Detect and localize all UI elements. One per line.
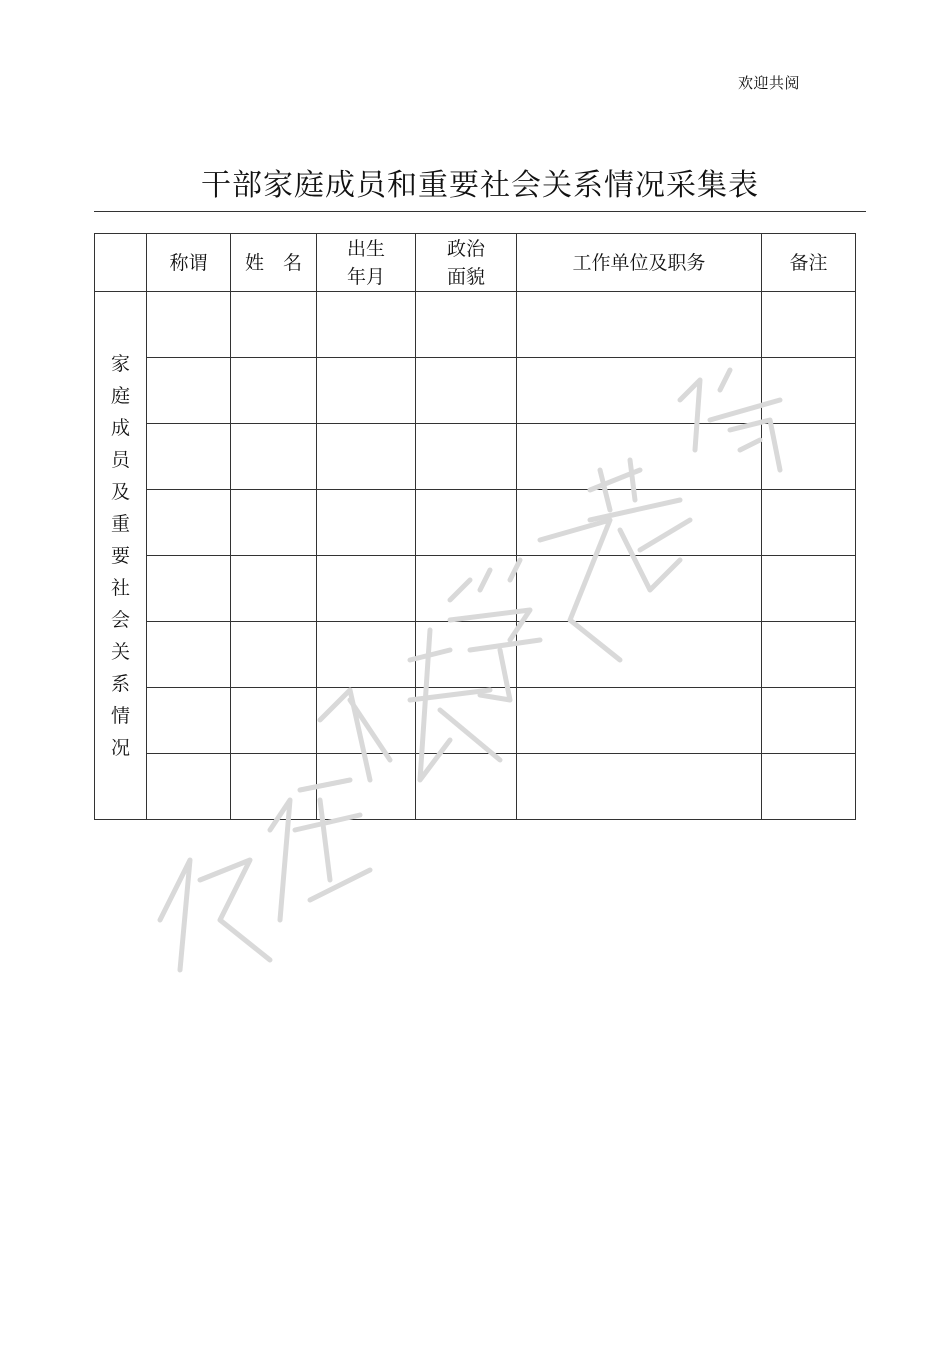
header-name-text: 姓 名 bbox=[244, 251, 302, 274]
header-cell-remark bbox=[762, 234, 856, 292]
cell-relation[interactable] bbox=[147, 688, 231, 754]
cell-political[interactable] bbox=[416, 424, 517, 490]
cell-relation[interactable] bbox=[147, 292, 231, 358]
side-label-char: 及 bbox=[110, 480, 130, 503]
cell-name[interactable] bbox=[231, 556, 317, 622]
cell-remark[interactable] bbox=[762, 754, 856, 820]
cell-birth[interactable] bbox=[317, 292, 416, 358]
document-title: 干部家庭成员和重要社会关系情况采集表 bbox=[201, 168, 759, 203]
cell-birth[interactable] bbox=[317, 490, 416, 556]
side-label-char: 社 bbox=[110, 576, 130, 599]
cell-work[interactable] bbox=[517, 754, 762, 820]
cell-relation[interactable] bbox=[147, 358, 231, 424]
side-label-char: 情 bbox=[110, 704, 130, 727]
header-cell-relation bbox=[147, 234, 231, 292]
cell-remark[interactable] bbox=[762, 490, 856, 556]
watermark-stroke bbox=[160, 860, 270, 970]
side-label-char: 会 bbox=[110, 608, 130, 631]
cell-relation[interactable] bbox=[147, 490, 231, 556]
cell-remark[interactable] bbox=[762, 358, 856, 424]
cell-name[interactable] bbox=[231, 490, 317, 556]
cell-remark[interactable] bbox=[762, 622, 856, 688]
cell-work[interactable] bbox=[517, 622, 762, 688]
cell-political[interactable] bbox=[416, 688, 517, 754]
table-row bbox=[95, 424, 856, 490]
header-cell-birth bbox=[317, 234, 416, 292]
table-row bbox=[95, 556, 856, 622]
side-label-char: 关 bbox=[110, 640, 130, 663]
cell-name[interactable] bbox=[231, 424, 317, 490]
header-cell-name bbox=[231, 234, 317, 292]
header-work-text: 工作单位及职务 bbox=[572, 251, 706, 274]
family-relations-table bbox=[94, 233, 856, 820]
cell-relation[interactable] bbox=[147, 622, 231, 688]
cell-work[interactable] bbox=[517, 490, 762, 556]
side-label-char: 系 bbox=[110, 672, 130, 695]
side-label-char: 庭 bbox=[110, 384, 130, 407]
header-remark-text: 备注 bbox=[789, 251, 828, 274]
title-rule bbox=[94, 211, 866, 212]
side-label-cell bbox=[95, 292, 147, 820]
cell-remark[interactable] bbox=[762, 688, 856, 754]
header-political-line-2: 面貌 bbox=[446, 265, 485, 288]
table-row bbox=[95, 688, 856, 754]
cell-remark[interactable] bbox=[762, 424, 856, 490]
cell-name[interactable] bbox=[231, 292, 317, 358]
table-row bbox=[95, 358, 856, 424]
cell-political[interactable] bbox=[416, 490, 517, 556]
header-note: 欢迎共阅 bbox=[737, 74, 800, 92]
table-header-row bbox=[95, 234, 856, 292]
cell-political[interactable] bbox=[416, 358, 517, 424]
cell-work[interactable] bbox=[517, 292, 762, 358]
cell-remark[interactable] bbox=[762, 556, 856, 622]
cell-work[interactable] bbox=[517, 688, 762, 754]
side-label-char: 家 bbox=[110, 352, 130, 375]
header-cell-political bbox=[416, 234, 517, 292]
cell-relation[interactable] bbox=[147, 424, 231, 490]
table-row bbox=[95, 754, 856, 820]
cell-birth[interactable] bbox=[317, 622, 416, 688]
table-row bbox=[95, 292, 856, 358]
table-body bbox=[95, 292, 856, 820]
side-label-char: 成 bbox=[110, 416, 130, 439]
cell-name[interactable] bbox=[231, 622, 317, 688]
cell-birth[interactable] bbox=[317, 688, 416, 754]
side-label-char: 要 bbox=[110, 544, 130, 567]
cell-name[interactable] bbox=[231, 688, 317, 754]
cell-political[interactable] bbox=[416, 622, 517, 688]
cell-political[interactable] bbox=[416, 292, 517, 358]
cell-remark[interactable] bbox=[762, 292, 856, 358]
cell-relation[interactable] bbox=[147, 754, 231, 820]
side-label-char: 重 bbox=[110, 512, 130, 535]
table-row bbox=[95, 490, 856, 556]
cell-relation[interactable] bbox=[147, 556, 231, 622]
header-cell-blank bbox=[95, 234, 147, 292]
header-birth-line-2: 年月 bbox=[346, 265, 385, 288]
header-relation-text: 称谓 bbox=[169, 251, 208, 274]
cell-birth[interactable] bbox=[317, 556, 416, 622]
cell-birth[interactable] bbox=[317, 424, 416, 490]
cell-political[interactable] bbox=[416, 556, 517, 622]
cell-name[interactable] bbox=[231, 358, 317, 424]
side-label-char: 况 bbox=[110, 736, 130, 759]
cell-work[interactable] bbox=[517, 358, 762, 424]
cell-work[interactable] bbox=[517, 424, 762, 490]
side-label-char: 员 bbox=[110, 448, 130, 471]
cell-name[interactable] bbox=[231, 754, 317, 820]
header-birth-line-1: 出生 bbox=[346, 237, 385, 260]
header-cell-work bbox=[517, 234, 762, 292]
table-row bbox=[95, 622, 856, 688]
cell-work[interactable] bbox=[517, 556, 762, 622]
cell-birth[interactable] bbox=[317, 754, 416, 820]
cell-birth[interactable] bbox=[317, 358, 416, 424]
cell-political[interactable] bbox=[416, 754, 517, 820]
header-political-line-1: 政治 bbox=[446, 237, 485, 260]
